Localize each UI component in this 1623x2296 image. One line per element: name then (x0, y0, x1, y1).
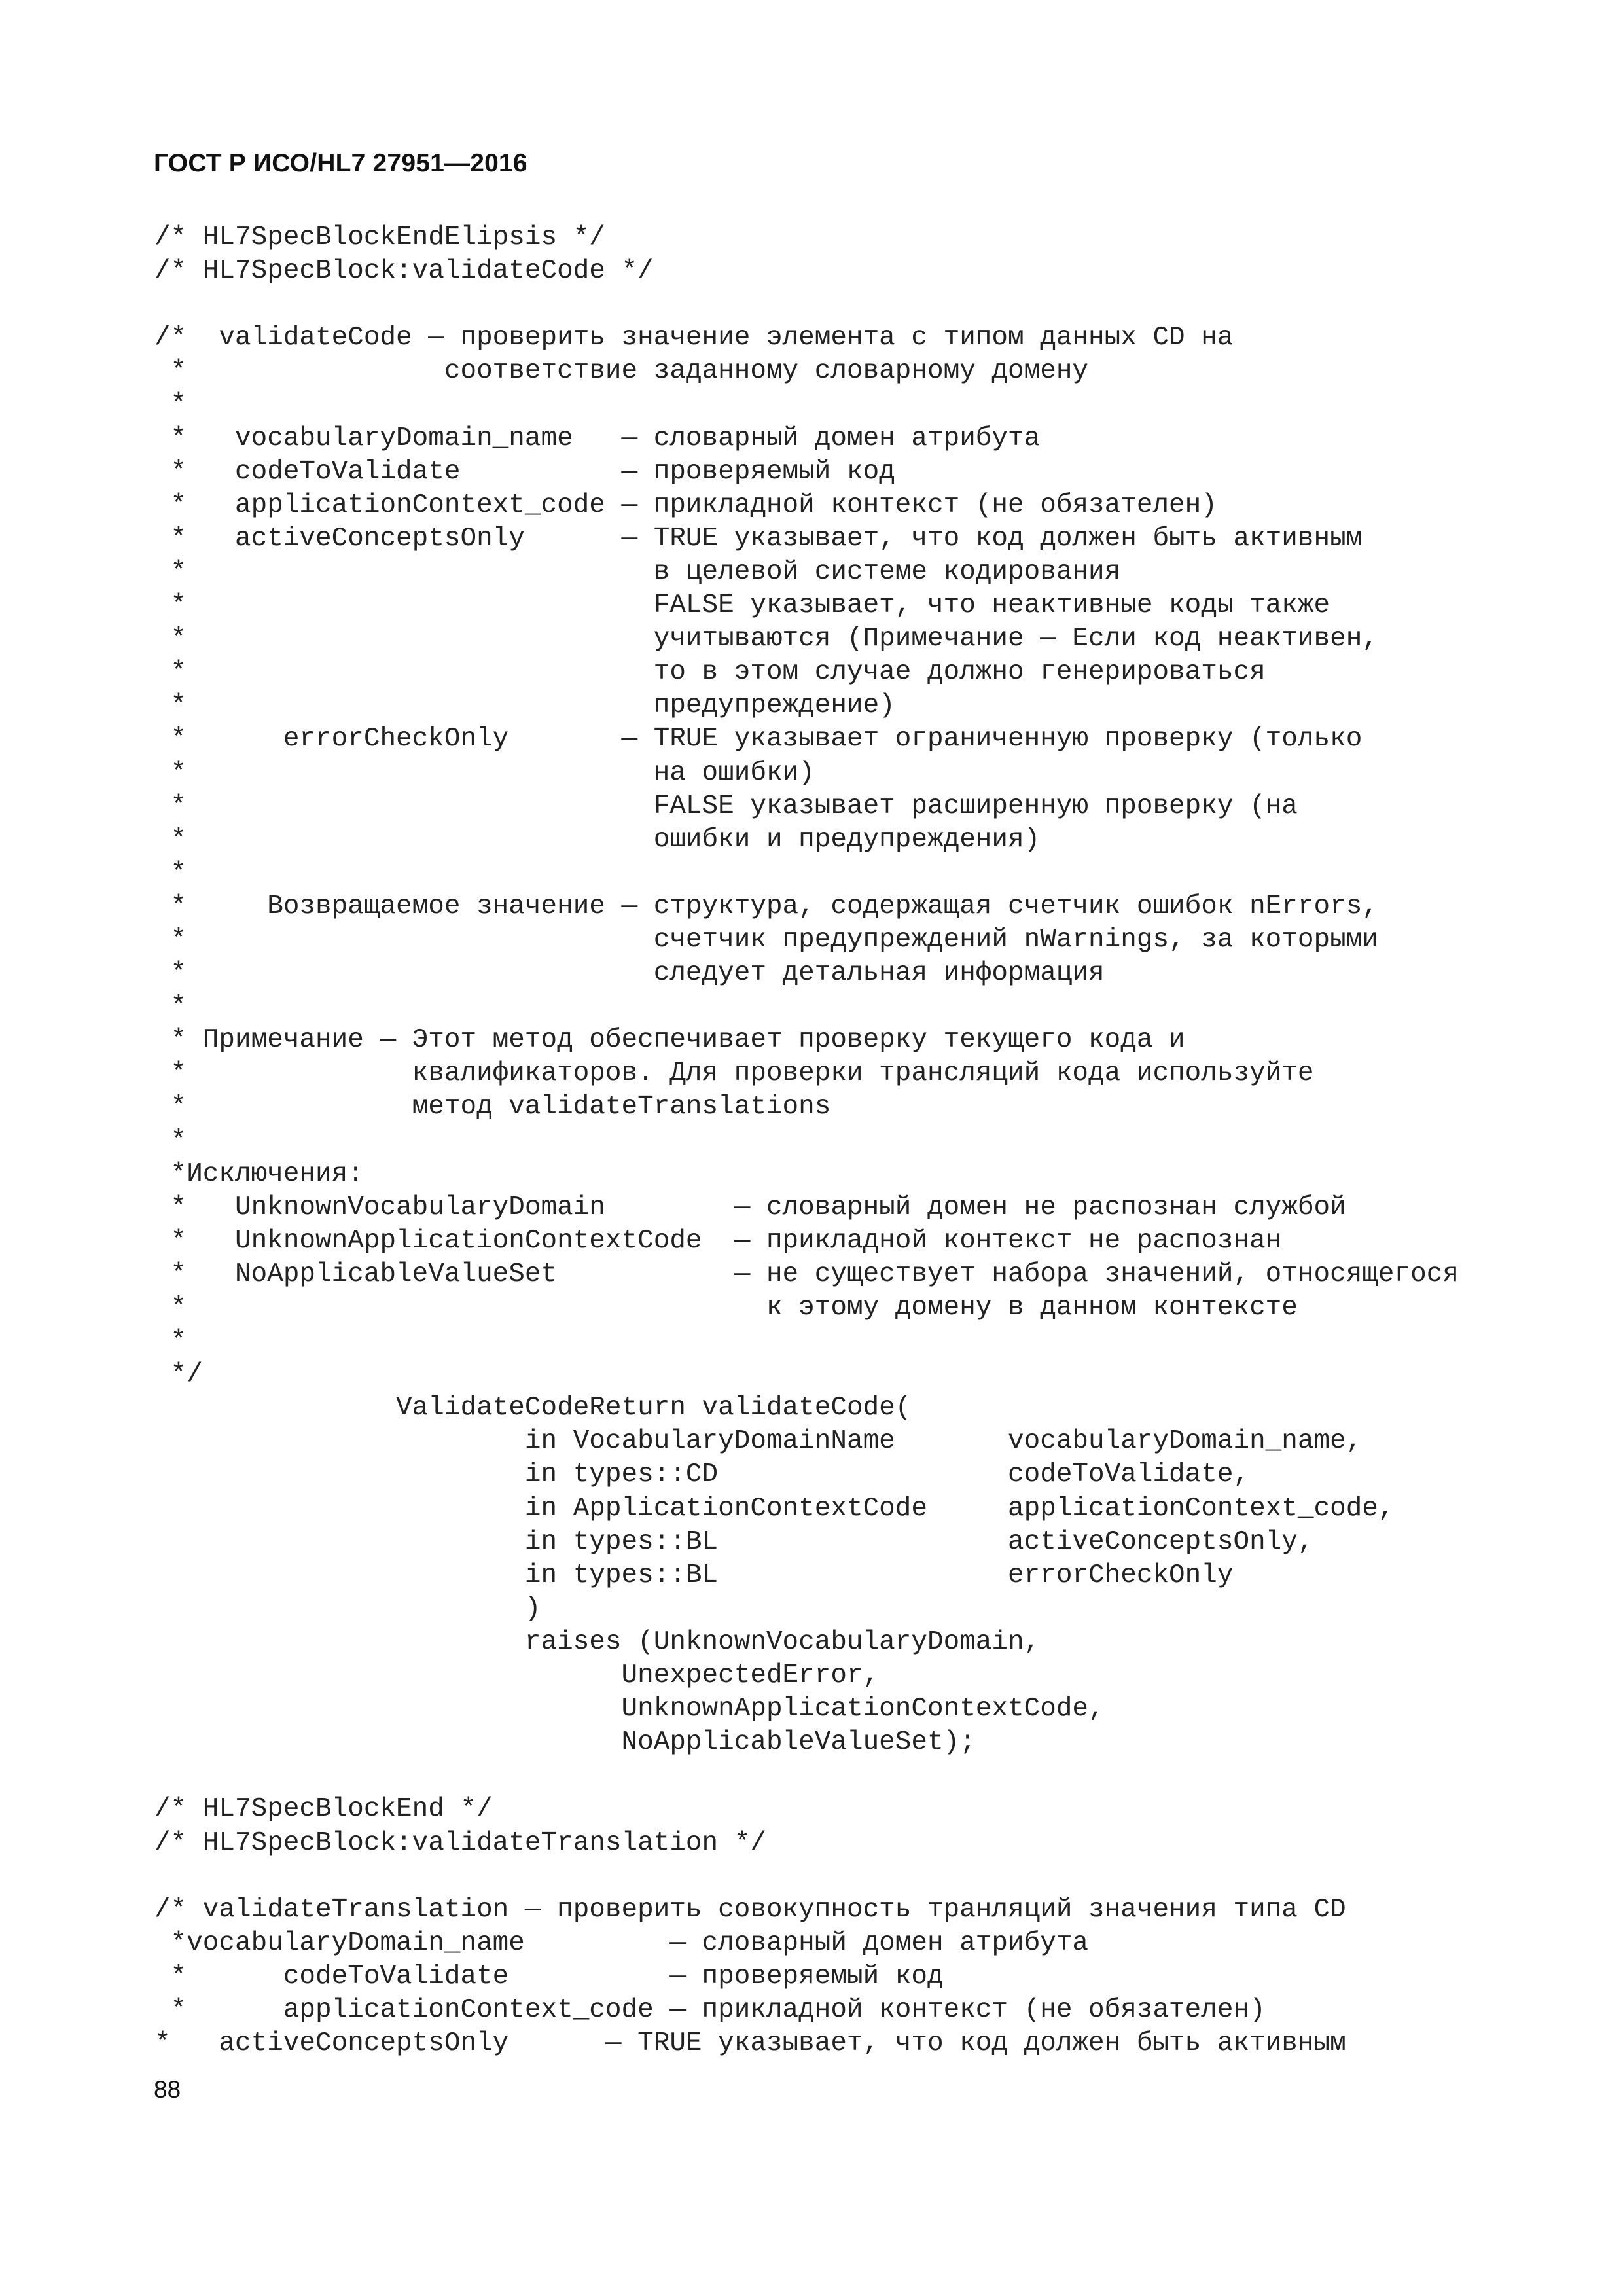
code-line: * квалификаторов. Для проверки трансляций кода используйте (154, 1058, 1314, 1089)
code-line: /* HL7SpecBlock:validateCode */ (154, 256, 654, 287)
code-line: in types::BL errorCheckOnly (154, 1560, 1234, 1590)
code-line (154, 1860, 1459, 1893)
standard-title: ГОСТ Р ИСО/HL7 27951—2016 (154, 149, 527, 177)
code-line: * Возвращаемое значение — структура, содержащая счетчик ошибок nErrors, (154, 891, 1378, 922)
code-line: * activeConceptsOnly — TRUE указывает, что код должен быть активным (154, 2028, 1346, 2059)
code-line: /* validateTranslation — проверить совокупность транляций значения типа CD (154, 1894, 1346, 1925)
code-line: * applicationContext_code — прикладной контекст (не обязателен) (154, 490, 1217, 520)
code-line: UnknownApplicationContextCode, (154, 1694, 1105, 1725)
code-line: * FALSE указывает, что неактивные коды также (154, 590, 1330, 621)
code-line: * errorCheckOnly — TRUE указывает ограниченную проверку (только (154, 724, 1363, 755)
code-line: * codeToValidate — проверяемый код (154, 456, 895, 487)
code-line: ) (154, 1593, 541, 1624)
code-line: /* validateCode — проверить значение элемента с типом данных CD на (154, 323, 1234, 353)
code-line: * UnknownVocabularyDomain — словарный домен не распознан службой (154, 1192, 1346, 1223)
code-line: * applicationContext_code — прикладной контекст (не обязателен) (154, 1994, 1266, 2025)
code-listing (154, 221, 1459, 2060)
code-line: in ApplicationContextCode applicationContext_code, (154, 1493, 1395, 1524)
code-line: * в целевой системе кодирования (154, 556, 1121, 587)
code-line: /* HL7SpecBlock:validateTranslation */ (154, 1827, 766, 1858)
code-line: * (154, 1326, 187, 1357)
code-line: * UnknownApplicationContextCode — прикладной контекст не распознан (154, 1225, 1282, 1256)
code-line: in VocabularyDomainName vocabularyDomain_name, (154, 1426, 1363, 1457)
code-line: * activeConceptsOnly — TRUE указывает, что код должен быть активным (154, 523, 1363, 554)
code-line: *Исключения: (154, 1158, 364, 1189)
code-line: * FALSE указывает расширенную проверку (на (154, 791, 1298, 821)
code-line: * vocabularyDomain_name — словарный домен атрибута (154, 423, 1041, 454)
code-line: * (154, 857, 187, 888)
code-line: /* HL7SpecBlockEnd */ (154, 1794, 493, 1825)
code-line: * соответствие заданному словарному домену (154, 356, 1089, 387)
code-line: * учитываются (Примечание — Если код неактивен, (154, 624, 1378, 655)
code-line: in types::CD codeToValidate, (154, 1460, 1250, 1490)
page-number: 88 (154, 2076, 181, 2103)
code-line: /* HL7SpecBlockEndElipsis */ (154, 223, 605, 253)
code-line: * следует детальная информация (154, 958, 1105, 989)
code-line: * Примечание — Этот метод обеспечивает проверку текущего кода и (154, 1025, 1185, 1056)
code-line: UnexpectedError, (154, 1660, 880, 1691)
code-line: * ошибки и предупреждения) (154, 824, 1041, 855)
code-line: *vocabularyDomain_name — словарный домен атрибута (154, 1928, 1089, 1958)
code-line: */ (154, 1359, 203, 1390)
code-line (154, 1759, 1459, 1793)
code-line: * (154, 389, 187, 420)
code-line: * codeToValidate — проверяемый код (154, 1961, 944, 1992)
code-line: * (154, 1125, 187, 1156)
code-line: * на ошибки) (154, 757, 815, 788)
code-line: * к этому домену в данном контексте (154, 1293, 1298, 1323)
code-line: ValidateCodeReturn validateCode( (154, 1393, 912, 1424)
code-line: * предупреждение) (154, 691, 895, 721)
code-line: * счетчик предупреждений nWarnings, за которыми (154, 924, 1378, 955)
code-line: in types::BL activeConceptsOnly, (154, 1526, 1314, 1557)
code-line (154, 288, 1459, 321)
code-line: * NoApplicableValueSet — не существует набора значений, относящегося (154, 1259, 1459, 1289)
code-line: * (154, 992, 187, 1022)
code-line: raises (UnknownVocabularyDomain, (154, 1626, 1041, 1657)
code-line: NoApplicableValueSet); (154, 1727, 976, 1758)
code-line: * метод validateTranslations (154, 1092, 831, 1122)
code-line: * то в этом случае должно генерироваться (154, 657, 1266, 688)
